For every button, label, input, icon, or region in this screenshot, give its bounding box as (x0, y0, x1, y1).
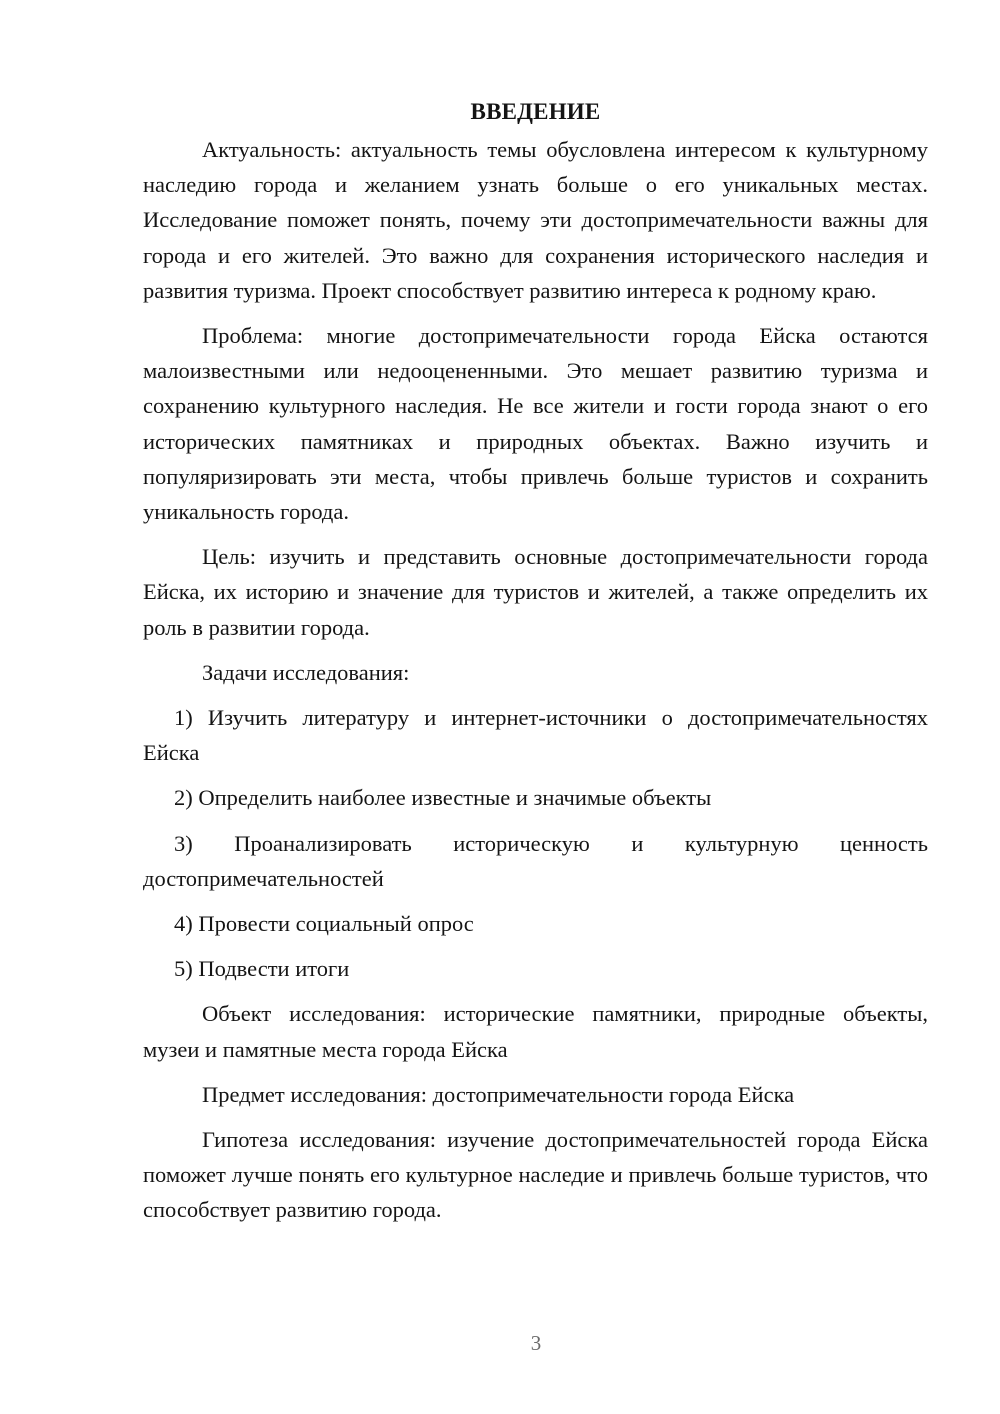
subject-paragraph: Предмет исследования: достопримечательности города Ейска (202, 1081, 795, 1107)
goal-paragraph: Цель: изучить и представить основные достопримечательности города Ейска, их историю и значение для туристов и жителей, а также определить их роль в развитии города. (143, 544, 928, 640)
task-item-4: 4) Провести социальный опрос (174, 911, 474, 937)
tasks-heading: Задачи исследования: (202, 659, 410, 685)
page-title: ВВЕДЕНИЕ (470, 99, 601, 124)
object-paragraph: Объект исследования: исторические памятники, природные объекты, музеи и памятные места города Ейска (143, 1001, 928, 1062)
task-item-5: 5) Подвести итоги (174, 956, 350, 982)
relevance-paragraph: Актуальность: актуальность темы обусловлена интересом к культурному наследию города и желанием узнать больше о его уникальных местах. Исследование поможет понять, почему эти достопримечательности важны для города и его жителей. Это важно для сохранения исторического наследия и развития туризма. Проект способствует развитию интереса к родному краю. (143, 137, 928, 303)
task-item-3: 3) Проанализировать историческую и культурную ценность достопримечательностей (143, 830, 928, 891)
hypothesis-paragraph: Гипотеза исследования: изучение достопримечательностей города Ейска поможет лучше понять его культурное наследие и привлечь больше туристов, что способствует развитию города. (143, 1127, 928, 1223)
task-item-1: 1) Изучить литературу и интернет-источники о достопримечательностях Ейска (143, 705, 928, 766)
problem-paragraph: Проблема: многие достопримечательности города Ейска остаются малоизвестными или недооцененными. Это мешает развитию туризма и сохранению культурного наследия. Не все жители и гости города знают о его исторических памятниках и природных объектах. Важно изучить и популяризировать эти места, чтобы привлечь больше туристов и сохранить уникальность города. (143, 323, 928, 525)
task-item-2: 2) Определить наиболее известные и значимые объекты (174, 785, 712, 811)
document-page (143, 94, 928, 1238)
page-number: 3 (530, 1331, 542, 1355)
